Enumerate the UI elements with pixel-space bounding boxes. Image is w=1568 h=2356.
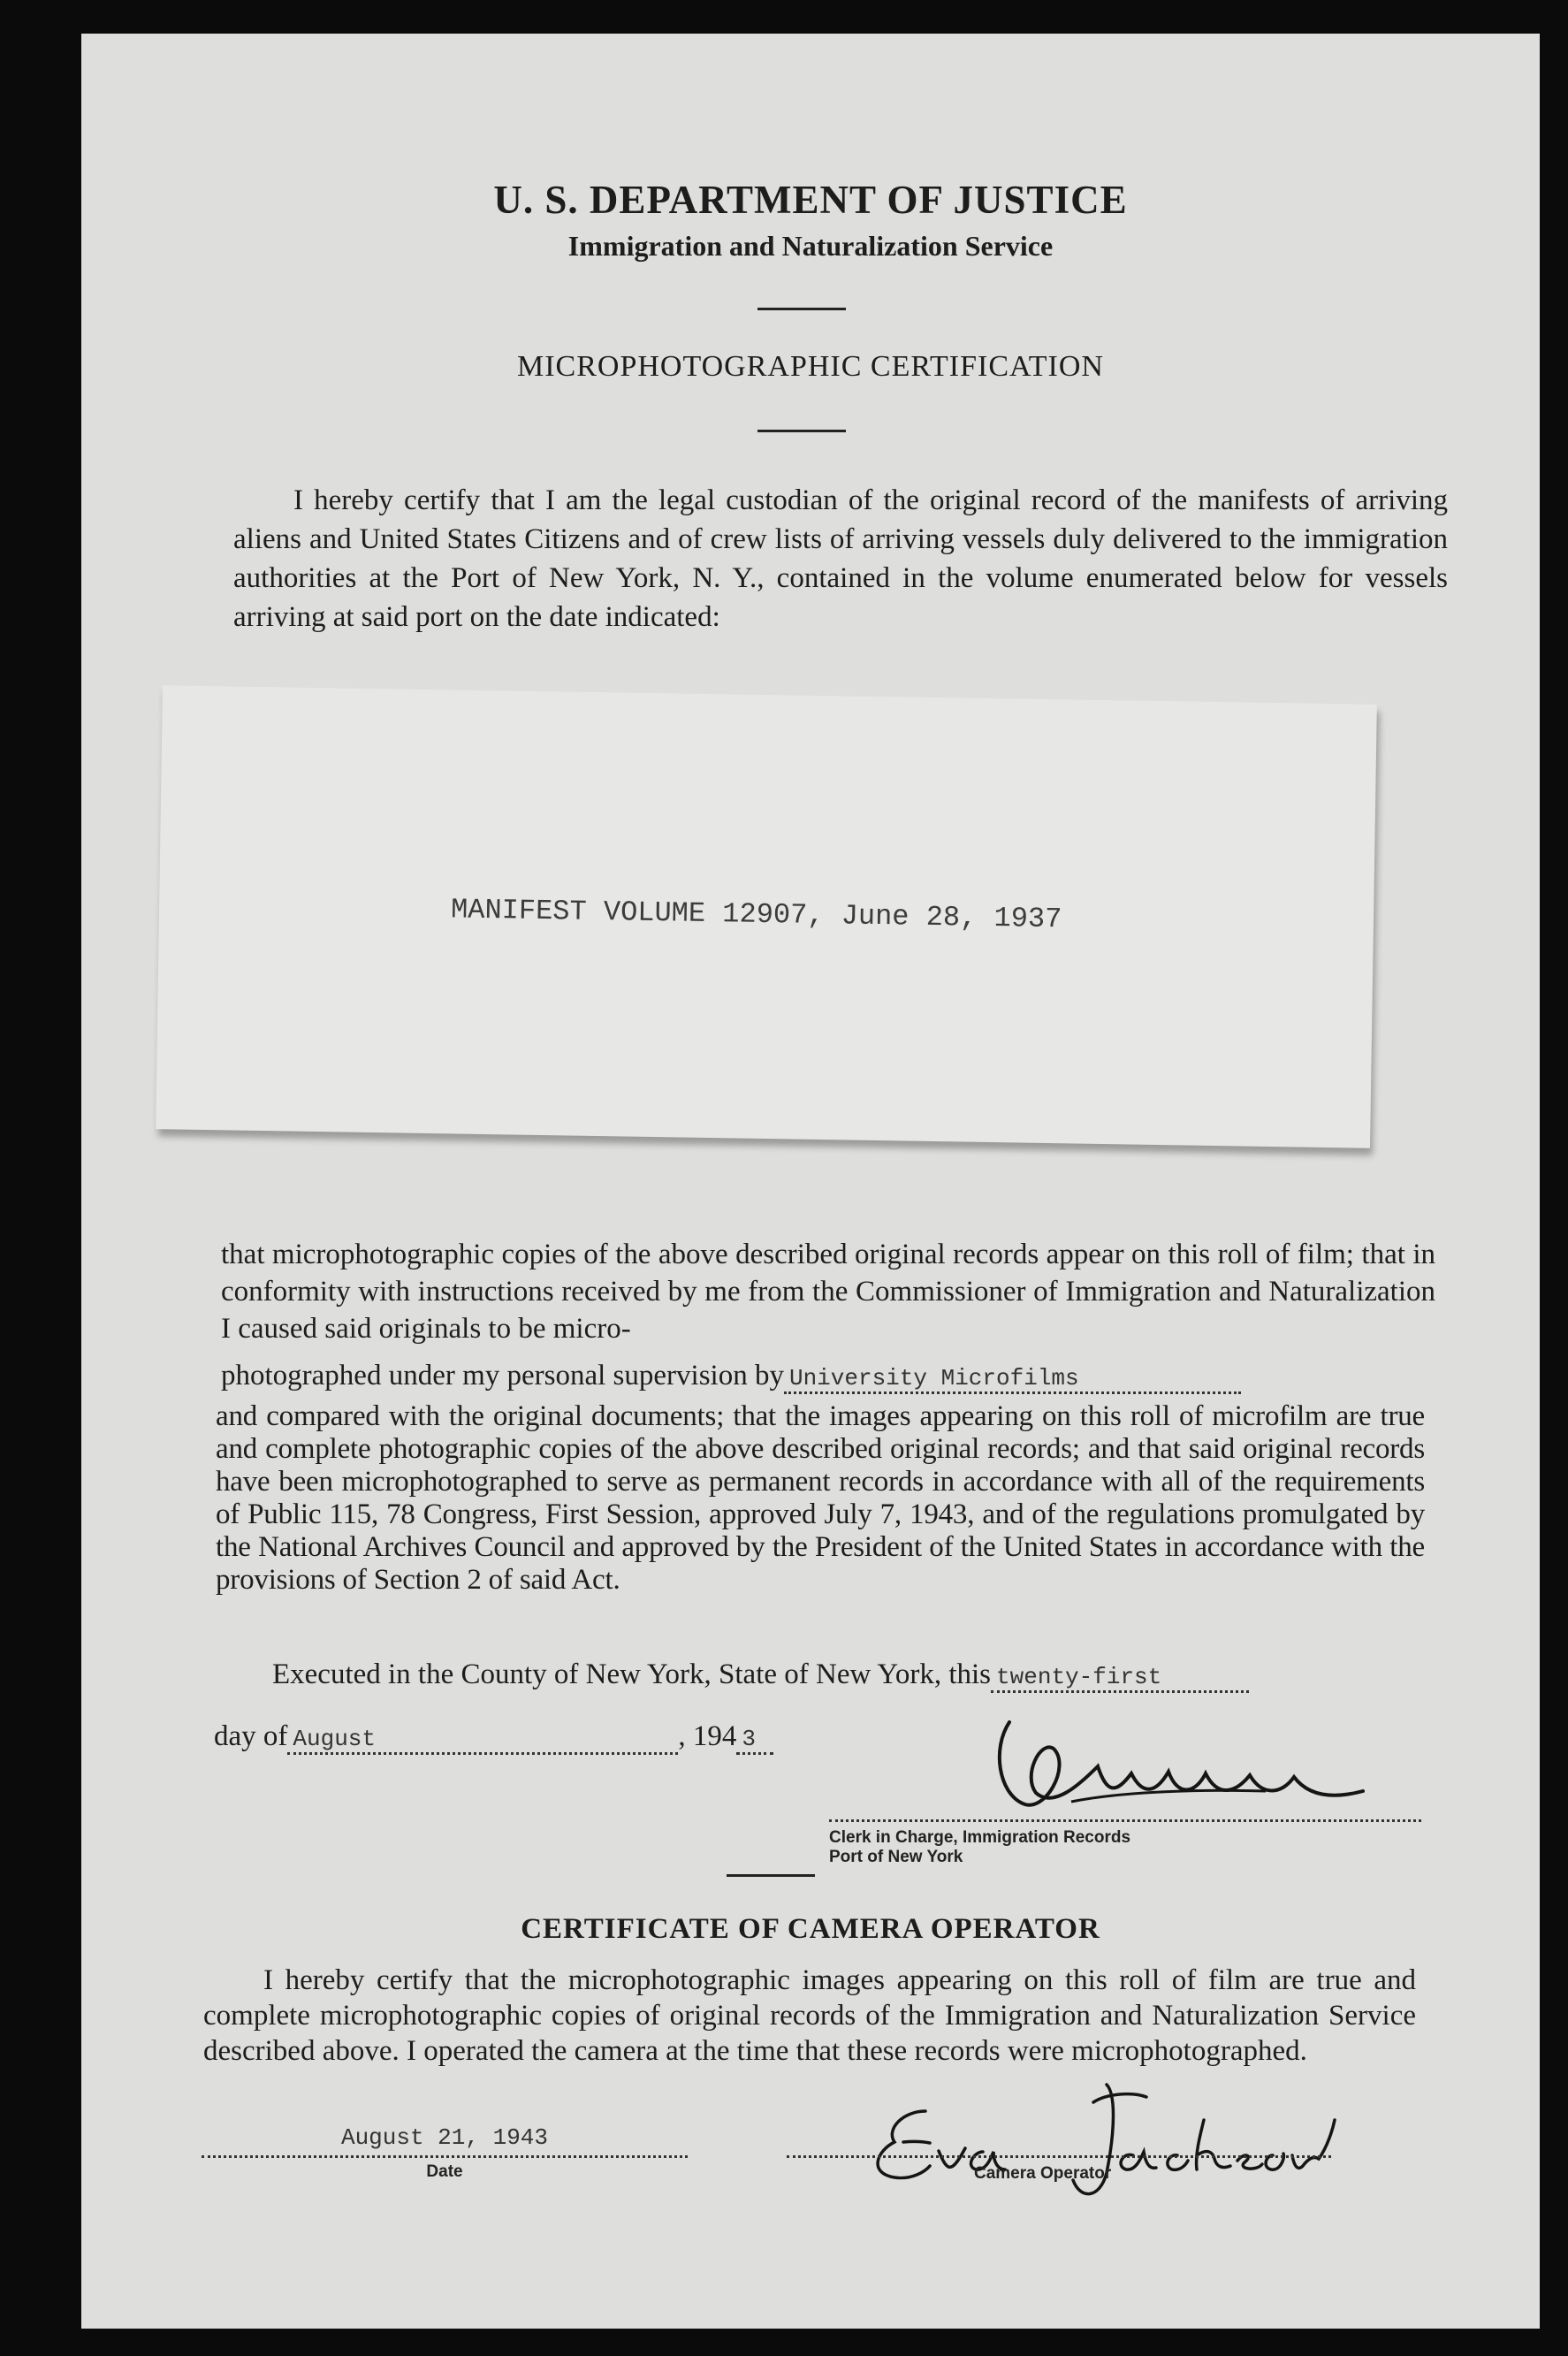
camera-operator-label: Camera Operator bbox=[974, 2164, 1112, 2183]
certification-title: MICROPHOTOGRAPHIC CERTIFICATION bbox=[516, 350, 1104, 383]
day-of-label: day of bbox=[214, 1720, 288, 1752]
clerk-title-line2: Port of New York bbox=[829, 1848, 963, 1866]
camera-operator-signature-line bbox=[787, 2155, 1331, 2158]
camera-certificate-title: CERTIFICATE OF CAMERA OPERATOR bbox=[521, 1913, 1100, 1945]
manifest-volume-text: MANIFEST VOLUME 12907, June 28, 1937 bbox=[450, 893, 1062, 936]
divider bbox=[757, 430, 846, 432]
manifest-card bbox=[156, 685, 1377, 1148]
certificate-page bbox=[81, 34, 1540, 2329]
intro-paragraph: I hereby certify that I am the legal custodian of the original record of the manifests of arriving aliens and United States Citizens and of crew lists of arriving vessels duly delivered to the immigration authorities at the Port of New York, N. Y., contained in the volume enumerated below for vessels arriving at said port on the date indicated: bbox=[233, 484, 1448, 633]
camera-certificate-paragraph: I hereby certify that the microphotographic images appearing on this roll of film are true and complete microphotographic copies of original records of the Immigration and Naturalization Service described above. I operated the camera at the time that these records were microphotographed. bbox=[203, 1964, 1416, 2067]
body-paragraph-part2: and compared with the original documents; that the images appearing on this roll of microfilm are true and complete photographic copies of the above described original records; and that said original records have been microphotographed to serve as permanent records in accordance with all of the requirements of Public 115, 78 Congress, First Session, approved July 7, 1943, and of the regulations promulgated by the National Archives Council and approved by the President of the United States in accordance with the provisions of Section 2 of said Act. bbox=[216, 1400, 1425, 1596]
date-line bbox=[202, 2155, 688, 2158]
photographed-by-field: University Microfilms bbox=[784, 1365, 1241, 1394]
date-of-line bbox=[214, 1720, 773, 1755]
service-subheading: Immigration and Naturalization Service bbox=[567, 230, 1054, 262]
execution-year-field: 3 bbox=[736, 1726, 773, 1755]
date-label: Date bbox=[426, 2162, 463, 2181]
divider bbox=[757, 308, 846, 310]
clerk-signature-image bbox=[974, 1713, 1398, 1828]
execution-line bbox=[272, 1658, 1249, 1693]
execution-prefix: Executed in the County of New York, State of New York, this bbox=[272, 1658, 992, 1690]
date-value: August 21, 1943 bbox=[340, 2124, 549, 2151]
execution-day-field: twenty-first bbox=[991, 1664, 1249, 1693]
year-prefix: , 194 bbox=[678, 1720, 737, 1752]
execution-month-field: August bbox=[287, 1726, 678, 1755]
department-heading: U. S. DEPARTMENT OF JUSTICE bbox=[493, 178, 1128, 222]
photographed-by-prefix: photographed under my personal supervision by bbox=[221, 1360, 784, 1391]
divider bbox=[727, 1874, 815, 1877]
clerk-signature-line bbox=[829, 1819, 1421, 1822]
photographed-by-line bbox=[221, 1360, 1241, 1394]
body-paragraph-part1: that microphotographic copies of the above described original records appear on this roll of film; that in conformity with instructions received by me from the Commissioner of Immigration and Naturalization I caused said originals to be micro- bbox=[221, 1239, 1435, 1345]
clerk-title bbox=[829, 1828, 1130, 1867]
clerk-title-line1: Clerk in Charge, Immigration Records bbox=[829, 1828, 1131, 1847]
